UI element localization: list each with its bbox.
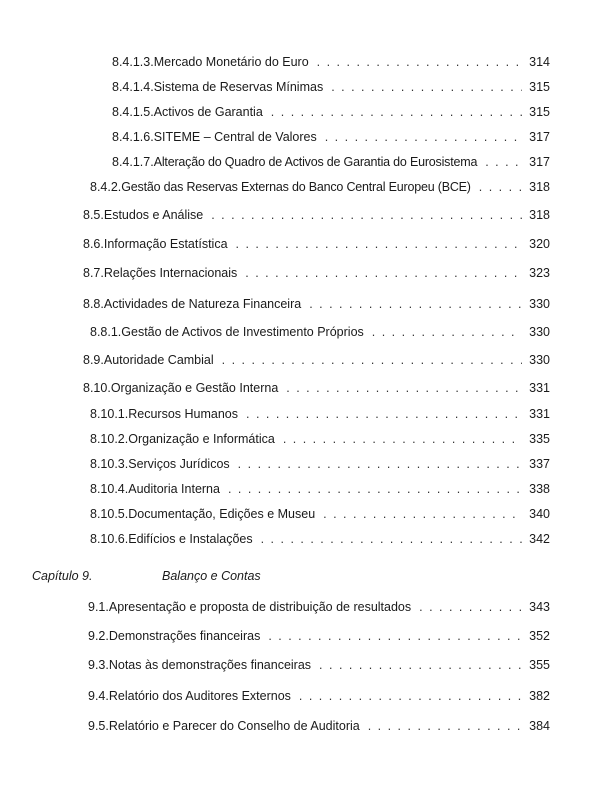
dot-leader (331, 79, 522, 95)
toc-entry-page: 315 (529, 105, 550, 119)
toc-entry (88, 688, 550, 704)
toc-entry-title: Activos de Garantia (153, 105, 263, 119)
toc-entry-title: Apresentação e proposta de distribuição de resultados (108, 600, 412, 614)
toc-entry (90, 456, 550, 472)
toc-entry (112, 104, 550, 120)
dot-leader (299, 688, 522, 704)
toc-entry-page: 323 (529, 266, 550, 280)
toc-entry (112, 54, 550, 70)
toc-entry-page: 352 (529, 629, 550, 643)
toc-entry-number: 9.1. (88, 600, 109, 614)
dot-leader (317, 54, 522, 70)
toc-entry-title: Recursos Humanos (128, 407, 238, 421)
toc-entry-title: Actividades de Natureza Financeira (103, 297, 302, 311)
toc-entry (83, 236, 550, 252)
toc-entry-page: 330 (529, 353, 550, 367)
toc-entry-number: 9.2. (88, 629, 109, 643)
toc-entry (83, 380, 550, 396)
toc-entry-page: 331 (529, 381, 550, 395)
toc-entry (90, 506, 550, 522)
toc-entry-title: Organização e Informática (128, 432, 275, 446)
toc-entry (83, 265, 550, 281)
toc-entry-number: 9.5. (88, 719, 109, 733)
dot-leader (286, 380, 522, 396)
toc-entry-page: 314 (529, 55, 550, 69)
chapter-title: Balanço e Contas (162, 569, 261, 583)
toc-entry-number: 8.4.1.6. (112, 130, 154, 144)
toc-entry-page: 343 (529, 600, 550, 614)
toc-entry-page: 317 (529, 130, 550, 144)
toc-entry (90, 531, 550, 547)
toc-entry-page: 317 (529, 155, 550, 169)
toc-entry (112, 79, 550, 95)
dot-leader (238, 456, 522, 472)
toc-entry-number: 8.4.1.4. (112, 80, 154, 94)
chapter-label: Capítulo 9. (32, 569, 93, 583)
dot-leader (228, 481, 522, 497)
toc-entry-title: Relatório e Parecer do Conselho de Auditoria (108, 719, 360, 733)
toc-entry-title: Gestão de Activos de Investimento Próprios (121, 325, 364, 339)
toc-entry-page: 382 (529, 689, 550, 703)
toc-entry-title: Mercado Monetário do Euro (153, 55, 309, 69)
dot-leader (211, 207, 522, 223)
toc-entry-title: Auditoria Interna (128, 482, 220, 496)
dot-leader (283, 431, 522, 447)
toc-entry-title: Alteração do Quadro de Activos de Garantia do Eurosistema (153, 155, 478, 169)
toc-entry-page: 335 (529, 432, 550, 446)
toc-entry-title: Estudos e Análise (103, 208, 204, 222)
toc-entry-title: Autoridade Cambial (103, 353, 214, 367)
toc-entry-page: 338 (529, 482, 550, 496)
toc-entry (83, 296, 550, 312)
dot-leader (261, 531, 522, 547)
toc-entry (90, 406, 550, 422)
toc-entry (88, 657, 550, 673)
toc-entry-page: 337 (529, 457, 550, 471)
toc-entry-number: 8.8.1. (90, 325, 122, 339)
toc-entry-page: 384 (529, 719, 550, 733)
toc-entry-page: 318 (529, 208, 550, 222)
toc-entry-number: 8.7. (83, 266, 104, 280)
toc-entry-page: 315 (529, 80, 550, 94)
dot-leader (323, 506, 522, 522)
toc-entry-number: 8.6. (83, 237, 104, 251)
toc-entry-number: 8.4.1.3. (112, 55, 154, 69)
toc-entry-title: Serviços Jurídicos (128, 457, 230, 471)
toc-entry-number: 8.4.1.7. (112, 155, 154, 169)
toc-entry-page: 331 (529, 407, 550, 421)
toc-entry-title: Relações Internacionais (103, 266, 238, 280)
toc-entry-number: 8.10.1. (90, 407, 129, 421)
toc-entry-number: 8.10.6. (90, 532, 129, 546)
dot-leader (485, 154, 522, 170)
chapter-heading (32, 568, 261, 584)
toc-entry (88, 718, 550, 734)
toc-entry (83, 207, 550, 223)
dot-leader (309, 296, 522, 312)
toc-entry-title: Documentação, Edições e Museu (128, 507, 316, 521)
dot-leader (246, 406, 522, 422)
toc-entry (90, 179, 550, 195)
toc-entry-title: Organização e Gestão Interna (110, 381, 279, 395)
dot-leader (479, 179, 522, 195)
dot-leader (419, 599, 522, 615)
toc-entry-title: Gestão das Reservas Externas do Banco Central Europeu (BCE) (121, 180, 471, 194)
dot-leader (372, 324, 522, 340)
dot-leader (268, 628, 522, 644)
toc-entry-number: 8.10.2. (90, 432, 129, 446)
toc-entry-title: Sistema de Reservas Mínimas (153, 80, 324, 94)
toc-entry (83, 352, 550, 368)
dot-leader (319, 657, 522, 673)
toc-entry (88, 599, 550, 615)
toc-entry-number: 9.3. (88, 658, 109, 672)
toc-entry-title: SITEME – Central de Valores (153, 130, 317, 144)
toc-entry-title: Edifícios e Instalações (128, 532, 253, 546)
dot-leader (325, 129, 522, 145)
toc-entry-page: 342 (529, 532, 550, 546)
toc-entry-number: 8.9. (83, 353, 104, 367)
toc-entry-title: Demonstrações financeiras (108, 629, 261, 643)
toc-entry-number: 8.10.4. (90, 482, 129, 496)
toc-entry (90, 431, 550, 447)
toc-entry (112, 129, 550, 145)
toc-entry-number: 8.10.3. (90, 457, 129, 471)
toc-entry-number: 8.4.1.5. (112, 105, 154, 119)
toc-entry-page: 340 (529, 507, 550, 521)
toc-entry (112, 154, 550, 170)
toc-entry-page: 330 (529, 297, 550, 311)
toc-entry-page: 320 (529, 237, 550, 251)
toc-entry-page: 330 (529, 325, 550, 339)
toc-entry (90, 481, 550, 497)
dot-leader (236, 236, 522, 252)
toc-entry-page: 318 (529, 180, 550, 194)
toc-entry-number: 8.10.5. (90, 507, 129, 521)
dot-leader (222, 352, 522, 368)
toc-entry-title: Notas às demonstrações financeiras (108, 658, 312, 672)
toc-entry-number: 9.4. (88, 689, 109, 703)
dot-leader (368, 718, 522, 734)
toc-entry-title: Relatório dos Auditores Externos (108, 689, 291, 703)
toc-entry (88, 628, 550, 644)
toc-entry-number: 8.5. (83, 208, 104, 222)
toc-entry-number: 8.8. (83, 297, 104, 311)
toc-entry-title: Informação Estatística (103, 237, 228, 251)
toc-entry-number: 8.4.2. (90, 180, 122, 194)
toc-entry-number: 8.10. (83, 381, 111, 395)
dot-leader (245, 265, 522, 281)
toc-entry (90, 324, 550, 340)
dot-leader (271, 104, 522, 120)
toc-entry-page: 355 (529, 658, 550, 672)
